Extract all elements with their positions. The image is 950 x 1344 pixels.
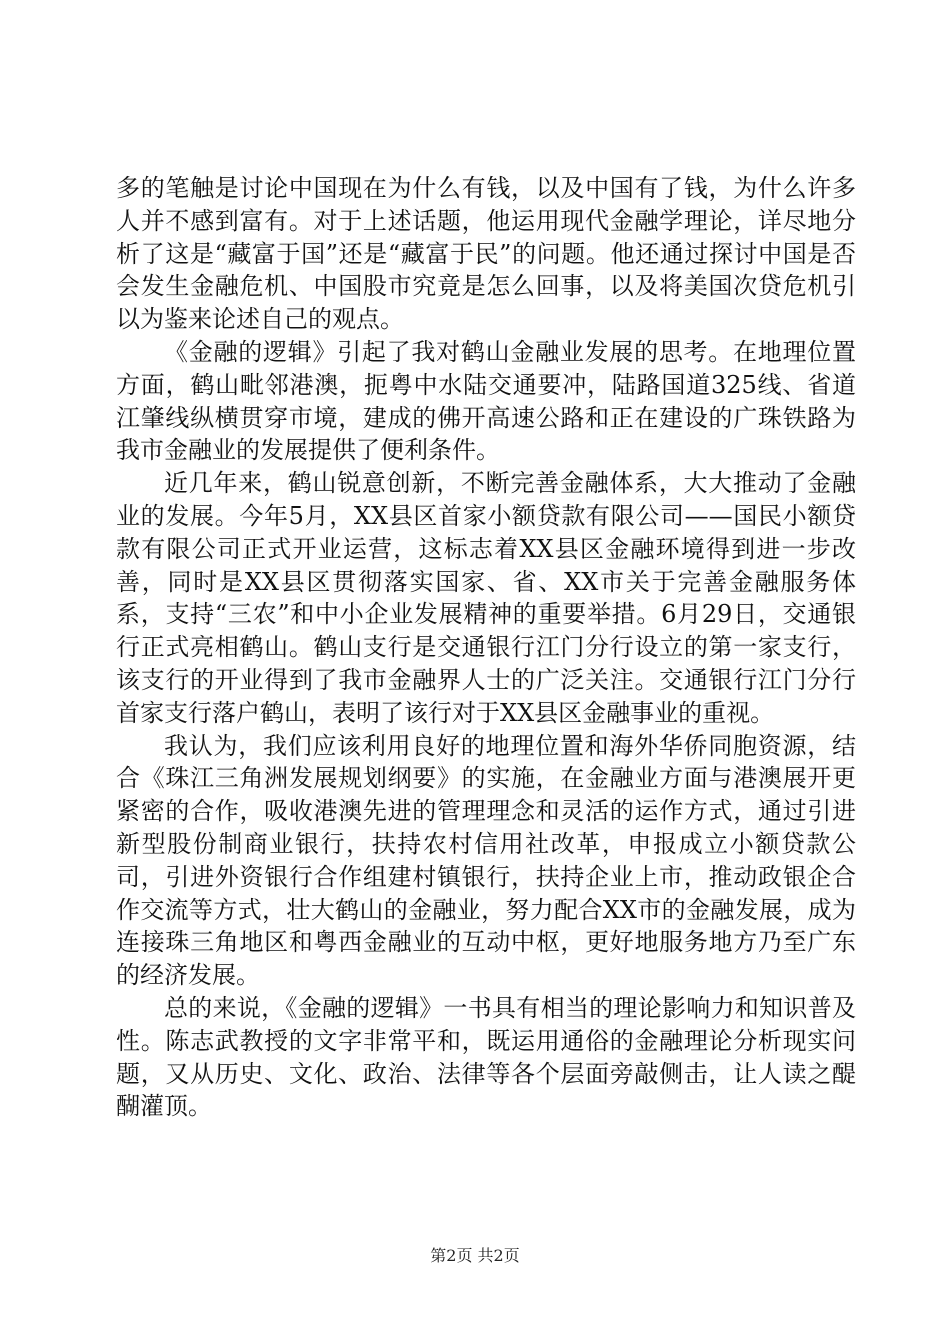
page-footer: 第2页 共2页: [430, 1246, 520, 1265]
paragraph-4: 我认为，我们应该利用良好的地理位置和海外华侨同胞资源，结合《珠江三角洲发展规划纲要》的实施，在金融业方面与港澳展开更紧密的合作，吸收港澳先进的管理理念和灵活的运作方式，通过引进新型股份制商业银行，扶持农村信用社改革，申报成立小额贷款公司，引进外资银行合作组建村镇银行，扶持企业上市，推动政银企合作交流等方式，壮大鹤山的金融业，努力配合XX市的金融发展，成为连接珠三角地区和粤西金融业的互动中枢，更好地服务地方乃至广东的经济发展。: [116, 731, 856, 990]
document-body: [116, 172, 856, 1123]
paragraph-3: 近几年来，鹤山锐意创新，不断完善金融体系，大大推动了金融业的发展。今年5月，XX县区首家小额贷款有限公司——国民小额贷款有限公司正式开业运营，这标志着XX县区金融环境得到进一步改善，同时是XX县区贯彻落实国家、省、XX市关于完善金融服务体系，支持“三农”和中小企业发展精神的重要举措。6月29日，交通银行正式亮相鹤山。鹤山支行是交通银行江门分行设立的第一家支行，该支行的开业得到了我市金融界人士的广泛关注。交通银行江门分行首家支行落户鹤山，表明了该行对于XX县区金融事业的重视。: [116, 469, 856, 727]
paragraph-1: 多的笔触是讨论中国现在为什么有钱，以及中国有了钱，为什么许多人并不感到富有。对于上述话题，他运用现代金融学理论，详尽地分析了这是“藏富于国”还是“藏富于民”的问题。他还通过探讨中国是否会发生金融危机、中国股市究竟是怎么回事，以及将美国次贷危机引以为鉴来论述自己的观点。: [116, 174, 856, 334]
paragraph-2: 《金融的逻辑》引起了我对鹤山金融业发展的思考。在地理位置方面，鹤山毗邻港澳，扼粤中水陆交通要冲，陆路国道325线、省道江肇线纵横贯穿市境，建成的佛开高速公路和正在建设的广珠铁路为我市金融业的发展提供了便利条件。: [116, 337, 856, 465]
paragraph-5: 总的来说，《金融的逻辑》一书具有相当的理论影响力和知识普及性。陈志武教授的文字非常平和，既运用通俗的金融理论分析现实问题，又从历史、文化、政治、法律等各个层面旁敲侧击，让人读之醍醐灌顶。: [116, 993, 856, 1121]
